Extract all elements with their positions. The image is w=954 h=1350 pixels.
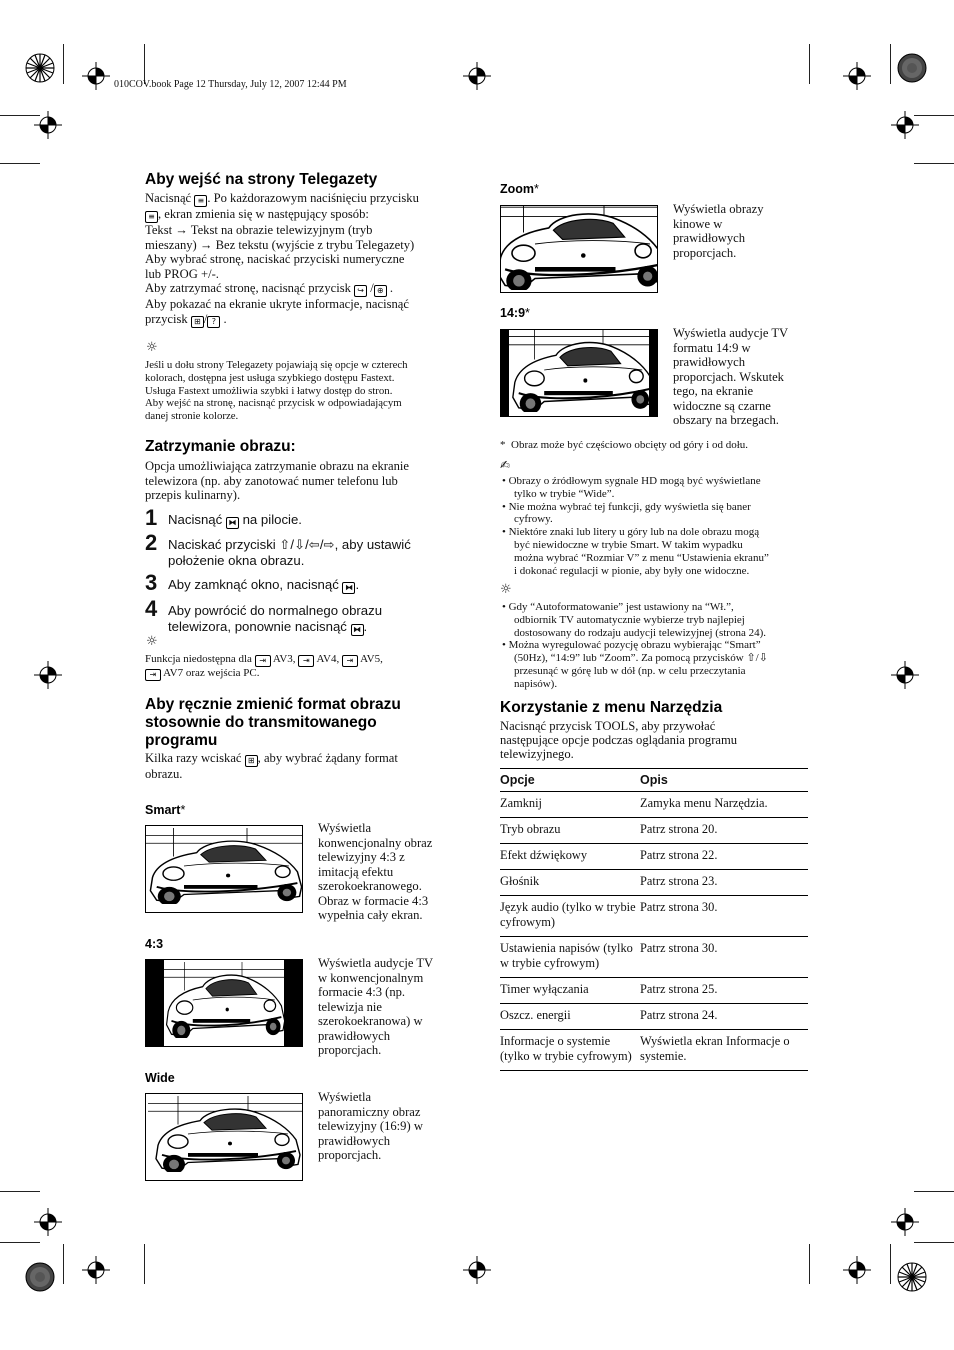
tip-icon: ☼: [146, 340, 158, 355]
tools-intro: Nacisnąć przycisk TOOLS, aby przywołać następujące opcje podczas oglądania programu telewizyjnego.: [500, 719, 738, 761]
step-number: 1: [145, 505, 158, 530]
tools-table: [500, 768, 808, 1071]
zoom-description: Wyświetla obrazy kinowe w prawidłowych proporcjach.: [673, 202, 764, 260]
step-number: 4: [145, 596, 158, 621]
tip-fastext: Jeśli u dołu strony Telegazety pojawiają się opcje w czterech kolorach, dostępna jest usługa szybkiego dostępu Fastext. Usługa Fastext umożliwia szybki i łatwy dostęp do stron. Aby wejść na stronę, nacisnąć przycisk w odpowiadającym danej stronie kolorze.: [145, 359, 408, 423]
freeze-icon: ⧓: [351, 624, 364, 636]
step-number: 3: [145, 570, 158, 595]
teletext-icon: ≡: [194, 195, 207, 207]
freeze-title: Zatrzymanie obrazu:: [145, 438, 296, 455]
input-icon: ⇥: [255, 655, 271, 667]
format-43-label: 4:3: [145, 937, 164, 951]
format-149-label: 14:9*: [500, 306, 530, 320]
tips-list: • Gdy “Autoformatowanie” jest ustawiony na “Wł.”, odbiornik TV automatycznie wybierze tryb najlepiej dostosowany do rodzaju audycji telewizyjnej (strona 24). • Można wyregulować pozycję obrazu wybierając “Smart” (50Hz), “14:9” lub “Zoom”. Za pomocą przycisków ⇧/⇩ przesunąć w górę lub w dół (np. w celu przeczytania napisów).: [502, 601, 768, 690]
hold-icon: ↪: [354, 285, 367, 297]
note-icon: ✍: [500, 458, 511, 472]
table-header: [500, 769, 808, 792]
step-text: Aby zamknąć okno, nacisnąć ⧓ .: [168, 577, 360, 592]
table-row: Timer wyłączania Patrz strona 25.: [500, 978, 808, 1004]
format-43-car-image: [145, 959, 303, 1047]
table-row: Język audio (tylko w trybie cyfrowym) Patrz strona 30.: [500, 896, 808, 937]
input-icon: ⇥: [342, 655, 358, 667]
teletext-title: Aby wejść na strony Telegazety: [145, 171, 378, 188]
notes-list: • Obrazy o źródłowym sygnale HD mogą być wyświetlane tylko w trybie “Wide”. • Nie można wybrać tej funkcji, gdy wyświetla się baner cyfrowy. • Niektóre znaki lub litery u góry lub na dole obrazu mogą być niewidoczne w trybie Smart. W takim wypadku można wybrać “Rozmiar V” z menu “Ustawienia ekranu” i dokonać regulacji w pionie, aby były one widoczne.: [502, 475, 769, 577]
zoom-car-image: [500, 205, 658, 293]
input-icon: ⇥: [298, 655, 314, 667]
wide-car-image: [145, 1093, 303, 1181]
input-icon: ⇥: [145, 669, 161, 681]
reveal-icon: ?: [207, 316, 220, 328]
wide-label: Wide: [145, 1071, 175, 1085]
hold-icon: ⊕: [374, 285, 387, 297]
tip-icon: ☼: [500, 582, 512, 597]
step-text: Nacisnąć ⧓ na pilocie.: [168, 512, 302, 527]
tip-icon: ☼: [146, 634, 158, 649]
table-row: Ustawienia napisów (tylko w trybie cyfrowym) Patrz strona 30.: [500, 937, 808, 978]
book-info: 010COV.book Page 12 Thursday, July 12, 2007 12:44 PM: [114, 79, 347, 90]
wide-description: Wyświetla panoramiczny obraz telewizyjny (16:9) w prawidłowych proporcjach.: [318, 1090, 423, 1162]
teletext-icon: ≡: [145, 211, 158, 223]
table-row: Oszcz. energii Patrz strona 24.: [500, 1004, 808, 1030]
smart-description: Wyświetla konwencjonalny obraz telewizyjny 4:3 z imitacją efektu szerokoekranowego. Obraz w formacie 4:3 wypełnia cały ekran.: [318, 821, 433, 922]
smart-car-image: [145, 825, 303, 913]
step-number: 2: [145, 530, 158, 555]
step-text: Naciskać przyciski ⇧/⇩/⇦/⇨, aby ustawić położenie okna obrazu.: [168, 537, 411, 568]
format-149-description: Wyświetla audycje TV formatu 14:9 w prawidłowych proporcjach. Wskutek tego, na ekranie widoczne są czarne obszary na brzegach.: [673, 326, 789, 427]
table-row: Tryb obrazu Patrz strona 20.: [500, 818, 808, 844]
table-row: Głośnik Patrz strona 23.: [500, 870, 808, 896]
tip-freeze: Funkcja niedostępna dla ⇥ AV3, ⇥ AV4, ⇥ AV5, ⇥ AV7 oraz wejścia PC.: [145, 653, 383, 679]
format-43-description: Wyświetla audycje TV w konwencjonalnym formacie 4:3 (np. telewizja nie szerokoekranowa) w prawidłowych proporcjach.: [318, 956, 434, 1057]
reveal-icon: ⊞: [191, 316, 204, 328]
footnote: * Obraz może być częściowo obcięty od góry i od dołu.: [500, 439, 749, 451]
table-row: Efekt dźwiękowy Patrz strona 22.: [500, 844, 808, 870]
table-row: Informacje o systemie (tylko w trybie cyfrowym) Wyświetla ekran Informacje o systemie.: [500, 1030, 808, 1071]
smart-label: Smart*: [145, 803, 186, 817]
tools-title: Korzystanie z menu Narzędzia: [500, 699, 723, 716]
column-header: Opis: [640, 769, 808, 792]
format-title: Aby ręcznie zmienić format obrazu stosownie do transmitowanego programu: [145, 696, 401, 749]
column-header: Opcje: [500, 769, 640, 792]
wide-mode-icon: ⊞: [245, 755, 258, 767]
format-149-car-image: [500, 329, 658, 417]
freeze-intro: Opcja umożliwiająca zatrzymanie obrazu na ekranie telewizora (np. aby zanotować numer telefonu lub przepis kulinarny).: [145, 459, 409, 502]
freeze-icon: ⧓: [226, 517, 239, 529]
table-row: Zamknij Zamyka menu Narzędzia.: [500, 792, 808, 818]
format-intro: Kilka razy wciskać ⊞ , aby wybrać żądany format obrazu.: [145, 751, 398, 781]
freeze-icon: ⧓: [342, 582, 355, 594]
step-text: Aby powrócić do normalnego obrazu telewizora, ponownie nacisnąć ⧓ .: [168, 603, 383, 634]
teletext-body: Nacisnąć ≡ . Po każdorazowym naciśnięciu przycisku ≡ , ekran zmienia się w następujący sposób: Tekst → Tekst na obrazie telewizyjnym (tryb mieszany) → Bez tekstu (wyjście z trybu Telegazety) Aby wybrać stronę, naciskać przyciski numeryczne lub PROG +/-. Aby zatrzymać stronę, nacisnąć przycisk ↪ / ⊕ . Aby pokazać na ekranie ukryte informacje, nacisnąć przycisk ⊞ / ? .: [145, 191, 419, 326]
zoom-label: Zoom*: [500, 182, 539, 196]
